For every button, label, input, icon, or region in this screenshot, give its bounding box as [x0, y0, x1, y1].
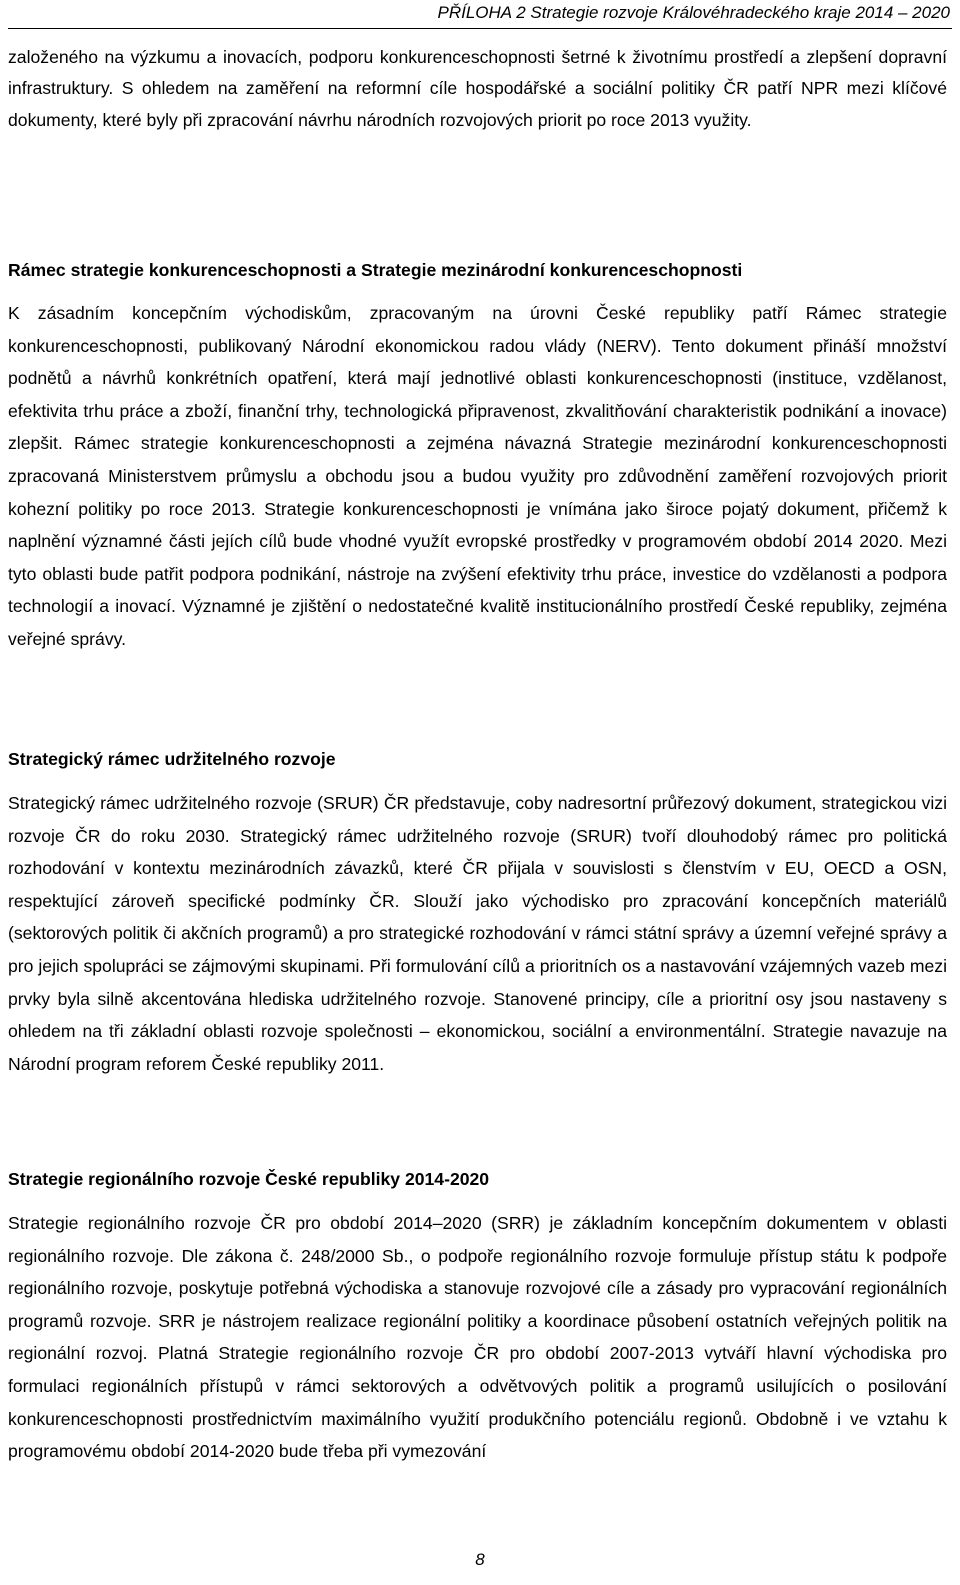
section-heading-sustainable-development: Strategický rámec udržitelného rozvoje [8, 749, 336, 769]
header-rule [8, 28, 952, 29]
intro-paragraph: založeného na výzkumu a inovacích, podporu konkurenceschopnosti šetrné k životnímu prostředí a zlepšení dopravní infrastruktury. S ohledem na zaměření na reformní cíle hospodářské a sociální politiky ČR patří NPR mezi klíčové dokumenty, které byly při zpracování návrhu národních rozvojových priorit po roce 2013 využity. [8, 47, 947, 130]
section-paragraph-regional-development: Strategie regionálního rozvoje ČR pro období 2014–2020 (SRR) je základním koncepčním dokumentem v oblasti regionálního rozvoje. Dle zákona č. 248/2000 Sb., o podpoře regionálního rozvoje formuluje přístup státu k podpoře regionálního rozvoje, poskytuje potřebná východiska a stanovuje rozvojové cíle a zásady pro vypracování regionálních programů rozvoje. SRR je nástrojem realizace regionální politiky a koordinace působení ostatních veřejných politik na regionální rozvoj. Platná Strategie regionálního rozvoje ČR pro období 2007-2013 vytváří hlavní východiska pro formulaci regionálních přístupů v rámci sektorových a odvětvových politik a programů usilujících o posilování konkurenceschopnosti prostřednictvím maximálního využití produkčního potenciálu regionů. Obdobně i ve vztahu k programovému období 2014-2020 bude třeba při vymezování [8, 1213, 947, 1462]
section-heading-regional-development: Strategie regionálního rozvoje České republiky 2014-2020 [8, 1169, 490, 1189]
section-paragraph-competitiveness: K zásadním koncepčním východiskům, zpracovaným na úrovni České republiky patří Rámec strategie konkurenceschopnosti, publikovaný Národní ekonomickou radou vlády (NERV). Tento dokument přináší množství podnětů a návrhů konkrétních opatření, která mají jednotlivé oblasti konkurenceschopnosti (instituce, vzdělanost, efektivita trhu práce a zboží, finanční trhy, technologická připravenost, zkvalitňování charakteristik podnikání a inovace) zlepšit. Rámec strategie konkurenceschopnosti a zejména návazná Strategie mezinárodní konkurenceschopnosti zpracovaná Ministerstvem průmyslu a obchodu jsou a budou využity pro zdůvodnění zaměření rozvojových priorit kohezní politiky po roce 2013. Strategie konkurenceschopnosti je vnímána jako široce pojatý dokument, přičemž k naplnění významné části jejích cílů bude vhodné využít evropské prostředky v programovém období 2014 2020. Mezi tyto oblasti bude patřit podpora podnikání, nástroje na zvýšení efektivity trhu práce, investice do vzdělanosti a podpora technologií a inovací. Významné je zjištění o nedostatečné kvalitě institucionálního prostředí České republiky, zejména veřejné správy. [8, 303, 947, 649]
page-number: 8 [475, 1550, 485, 1569]
section-heading-competitiveness: Rámec strategie konkurenceschopnosti a Strategie mezinárodní konkurenceschopnosti [8, 260, 743, 280]
running-header: PŘÍLOHA 2 Strategie rozvoje Královéhradeckého kraje 2014 – 2020 [437, 3, 950, 22]
section-paragraph-sustainable-development: Strategický rámec udržitelného rozvoje (SRUR) ČR představuje, coby nadresortní průřezový dokument, strategickou vizi rozvoje ČR do roku 2030. Strategický rámec udržitelného rozvoje (SRUR) tvoří dlouhodobý rámec pro politická rozhodování v kontextu mezinárodních závazků, které ČR přijala v souvislosti s členstvím v EU, OECD a OSN, respektující zároveň specifické podmínky ČR. Slouží jako východisko pro zpracování koncepčních materiálů (sektorových politik či akčních programů) a pro strategické rozhodování v rámci státní správy a územní veřejné správy a pro jejich spolupráci se zájmovými skupinami. Při formulování cílů a prioritních os a nastavování vzájemných vazeb mezi prvky byla silně akcentována hlediska udržitelného rozvoje. Stanovené principy, cíle a prioritní osy jsou nastaveny s ohledem na tři základní oblasti rozvoje společnosti – ekonomickou, sociální a environmentální. Strategie navazuje na Národní program reforem České republiky 2011. [8, 793, 947, 1074]
